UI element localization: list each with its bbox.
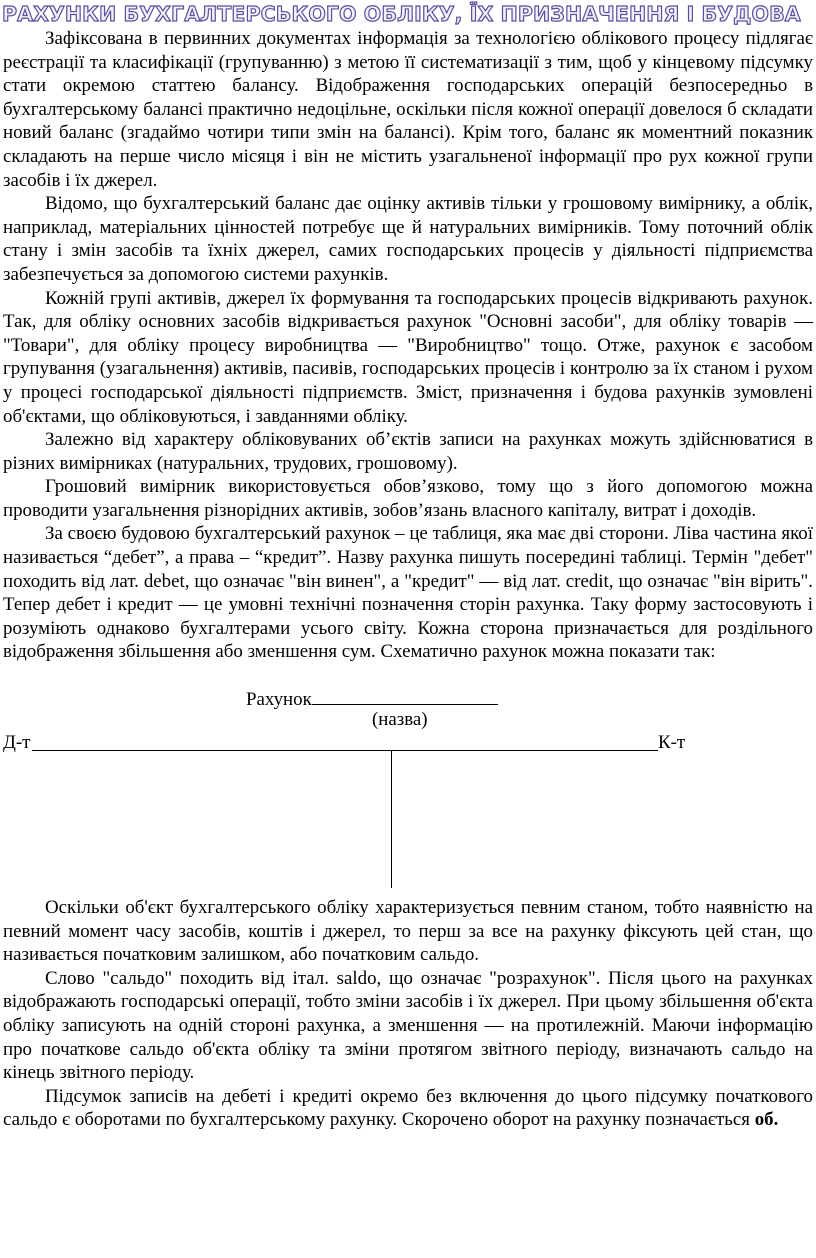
paragraph: Грошовий вимірник використовується обов’язково, тому що з його допомогою можна проводити узагальнення різнорідних активів, зобов’язань власного капіталу, витрат і доходів. <box>3 476 813 521</box>
paragraph: Кожній групі активів, джерел їх формування та господарських процесів відкривають рахунок. Так, для обліку основних засобів відкривається рахунок "Основні засоби", для обліку товарів — "Товари", для обліку процесу виробництва — "Виробництво" тощо. Отже, рахунок є засобом групування (узагальнення) активів, пасивів, господарських процесів і контролю за їх станом і рухом у процесі господарської діяльності підприємств. Зміст, призначення і будова рахунків зумовлені об'єктами, що обліковуються, і завданнями обліку. <box>3 287 813 427</box>
paragraph: Відомо, що бухгалтерський баланс дає оцінку активів тільки у грошовому вимірнику, а облік, наприклад, матеріальних цінностей потребує ще й натуральних вимірників. Тому поточний облік стану і змін засобів та їхніх джерел, самих господарських процесів у діяльності підприємства забезпечується за допомогою системи рахунків. <box>3 193 813 285</box>
paragraph: Залежно від характеру обліковуваних об’єктів записи на рахунках можуть здійснюватися в різних вимірниках (натуральних, трудових, грошовому). <box>3 429 813 474</box>
debit-label: Д-т <box>3 732 31 754</box>
account-label: Рахунок <box>246 689 312 711</box>
credit-label: К-т <box>658 732 686 754</box>
paragraph: Зафіксована в первинних документах інформація за технологією облікового процесу підлягає реєстрації та класифікації (групуванню) з метою її систематизації з тим, щоб у кінцевому підсумку стати окремою статтею балансу. Відображення господарських операцій безпосередньо в бухгалтерському балансі практично недоцільне, оскільки після кожної операції довелося б складати новий баланс (згадаймо чотири типи змін на балансі). Крім того, баланс як моментний показник складають на перше число місяця і він не містить узагальненої інформації про рух кожної групи засобів і їх джерел. <box>3 28 813 191</box>
paragraph: За своєю будовою бухгалтерський рахунок – це таблиця, яка має дві сторони. Ліва частина якої називається “дебет”, а права – “кредит”. Назву рахунка пишуть посередині таблиці. Термін "дебет" походить від лат. debet, що означає "він винен", а "кредит" — від лат. credit, що означає "він вірить". Тепер дебет і кредит — це умовні технічні позначення сторін рахунка. Таку форму застосовують і розуміють однаково бухгалтерами усього світу. Кожна сторона призначається для роздільного відображення збільшення або зменшення сум. Схематично рахунок можна показати так: <box>3 523 813 663</box>
document-title: РАХУНКИ БУХГАЛТЕРСЬКОГО ОБЛІКУ, ЇХ ПРИЗНАЧЕННЯ І БУДОВА <box>2 2 801 26</box>
t-horizontal-line <box>32 750 658 751</box>
turnover-abbreviation: об. <box>754 1109 779 1131</box>
t-vertical-line <box>391 750 392 888</box>
paragraph <box>3 1085 813 1132</box>
paragraph: Слово "сальдо" походить від італ. saldo, що означає "розрахунок". Після цього на рахунках відображають господарські операції, тобто зміни засобів і їх джерел. При цьому збільшення об'єкта обліку записують на одній стороні рахунка, а зменшення — на протилежній. Маючи інформацію про початкове сальдо об'єкта обліку та зміни протягом звітного періоду, визначають сальдо на кінець звітного періоду. <box>3 967 813 1084</box>
account-name-caption: (назва) <box>372 709 428 731</box>
account-name-blank <box>312 685 498 705</box>
paragraph: Оскільки об'єкт бухгалтерського обліку характеризується певним станом, тобто наявністю на певний момент часу засобів, коштів і джерел, то перш за все на рахунку фіксують цей стан, що називається початковим залишком, або початковим сальдо. <box>3 897 813 966</box>
account-t-scheme <box>3 664 813 896</box>
paragraph-text: Підсумок записів на дебеті і кредиті окремо без включення до цього підсумку початкового сальдо є оборотами по бухгалтерському рахунку. Скорочено оборот на рахунку позначається <box>3 1085 813 1131</box>
document-body <box>3 27 813 1132</box>
